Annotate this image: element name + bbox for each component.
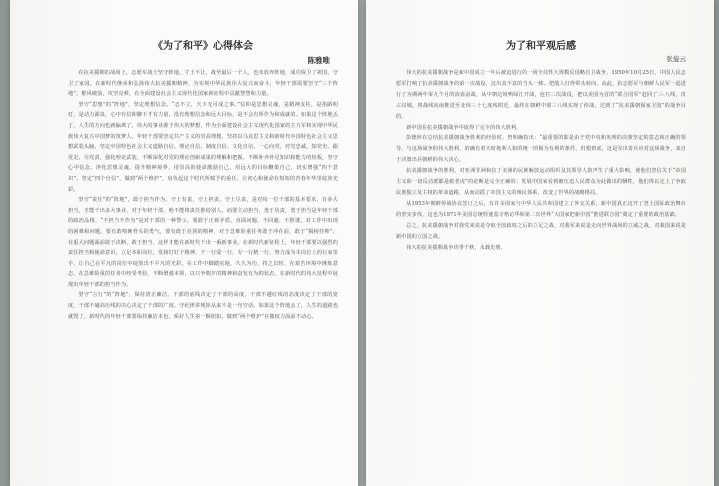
left-paragraph-1: 在抗美援朝的战场上，志愿军战士坚守阵地、寸土不让，战至最后一个人，也未放弃阵地，成功保卫了祖国、守卫了家园。在新时代继承和弘扬伟大抗美援朝精神，为实现中华民族伟大复兴而奋斗，年轻干部需要坚守“三个阵地”，维风破浪，攻坚克难，在全面建设社会主义现代化国家新征程中贡献智慧和力量。 [68,70,338,98]
right-paragraph-2: 新中国在抗美援朝战争中取得了完全的伟大胜利。 [406,124,522,131]
left-page-title: 《为了和平》心得体会 [153,41,253,52]
left-paragraph-4: 坚守“言行”的“阵地”，保持清正廉洁。干部的底线决定了干部的高度，干部不越红线的态度决定了干部的宽度，干部不碰高压线的决心决定了干部的广度。守纪律讲规矩从来不是一句空话，如果这个阵地丢了，人生的道路也就毁了，新时代的年轻干部要保持廉洁本色，系好人生第一颗纽扣，做到“两个维护”在微权力面前不动心。 [68,292,338,320]
right-paragraph-1: 伟大的抗美援朝战争是新中国成立一年后被迫进行的一场全局性大规模反侵略自卫战争。1950年10月25日，中国人民志愿军打响了抗美援朝战争的第一次战役，这出其不意的当头一棒，把敌人打得晕头转向，从此，抗志愿军与朝鲜人民军一起进行了为期两年零九个月的浴血奋战，从中朝边境鸭绿江开战，连打三次战役，把以美国为首的“联合国军”赶回了三·八线，攻占汉城，将战线向南推进至北纬三十七度线附近，最终在朝鲜中部三八线实现了停战，达到了“抗美援朝保家卫国”的战争目的。 [396,70,686,120]
left-page [10,0,358,486]
left-page-author: 陈雅唯 [307,56,330,65]
right-paragraph-7: 伟大的抗美援朝战争功垂千秋，永载史册。 [406,244,506,251]
left-paragraph-3: 坚守“责任”的“阵地”，敢于担当作为。守土有责，守土担责，守土尽责，是对每一位干部的基本要求，有多大担当，才能干出多大事业，对于年轻干部，绝不能将责任推给别人，而要主动担当，勇于负责，勇于担当是年轻干部的政治品格。“不担当不作为”是对干部的一种警示，要敢于正视矛盾、直面问题，不回避、不推诿，对工作中出现的困难和问题，要有敢啃硬骨头的勇气，要有敢于亮剑的精神，对于急难险重任务敢于冲在前，敢于“揭榜挂帅”，在重大问题面前敢于决断，敢于担当，这样才能在新时代干出一番新事业。在新时代新征程上，年轻干部要以强烈的责任担当和使命意识，立足本职岗位，发扬钉钉子精神，干一行爱一行，专一行精一行，努力成为本岗位上的行家里手，让自己在平凡的岗位中绽放出不平凡的光彩。在工作中脚踏实地，久久为功，持之以恒，在艰苦环境中锤炼意志，在急难险重的任务中经受考验，不断增强本领，以只争朝夕的精神和奋发有为的状态，在新时代的伟大征程中展现出年轻干部的担当作为。 [68,197,338,288]
left-paragraph-2: 坚守“思想”的“阵地”，坚定理想信念。“志不立，天下无可成之事。”信仰是思想灵魂，是精神支柱，是指路明灯，是动力源泉，心中有信仰脚下才有力量。没有理想信念和远大目标，是不会有所作为和成就的。如果这个阵地丢了，人生的方向也就偏离了。伟大的事业源于伟大的梦想，作为全面建设社会主义现代化国家的主力军和实现中华民族伟大复兴中国梦的筑梦人，年轻干部要坚定共产主义的崇高理想，坚持以马克思主义和新时代中国特色社会主义思想武装头脑，坚定中国特色社会主义道路自信、理论自信、制度自信、文化自信，一心向党，对党忠诚、知党史、跟党走、尽党责。强化理论武装，不断深化对党的理论创新成果的理解和把握，不断补齐补足知识和能力的短板，坚守心中信念，净化思想灵魂，提升精神境界，用崇高的使命激励自己，用远大的目标鞭策自己，切实增强“四个意识”、坚定“四个自信”、做到“两个维护”，肩负起这个时代所赋予的重任，让初心和使命在短短的青春年华里绽放光彩。 [68,101,338,193]
right-paragraph-4: 抗美援朝战争的胜利，对亚洲非洲和拉丁美洲的民族解放运动组织及其领导人鼓声生了重大影响，使他们坚信关于“帝国主义和一切反动派都是纸老虎”的论断是完全正确的；发展中国家看到被压迫人民群众为此做出的牺牲，他们得以走上了争取民族独立及主权的革命道路，从而动摇了帝国主义的殖民体系，改变了世界的战略格局。 [396,168,686,196]
right-page-author: 张旋云 [666,55,686,63]
right-paragraph-5: 从1953年朝鲜停战协议签订之后，有许多国家与中华人民共和国建立了外交关系，新中国真正迈开了登上国际政治舞台的坚实步伐，这也为1971年美国总统特使基辛格访华和第二次世界“大国家把新中国“推进联合国”奠定了重要的政治基础。 [396,200,686,218]
right-paragraph-6: 总之，抗美援朝战争对我党来说是夺取全国政权之后的立足之战，对我军来说是走向世界战场的立威之战，对我国来说是新中国的立国之战。 [396,222,686,240]
right-page-title: 为了和平观后感 [506,41,576,52]
right-page [366,0,714,486]
right-paragraph-3: 彭德怀在总结抗美援朝战争胜利的经验时，曾明确指出：“最重要的即是由于党中央和英明的决策坚定的意志和正确的领导，与这场战争的伟大胜利，的确有着天时地利人和的统一的极为有利的条件，归根到底，这是军出奇兵应对这场战争，来自于决策出兵朝鲜的伟大决心。 [396,135,686,164]
